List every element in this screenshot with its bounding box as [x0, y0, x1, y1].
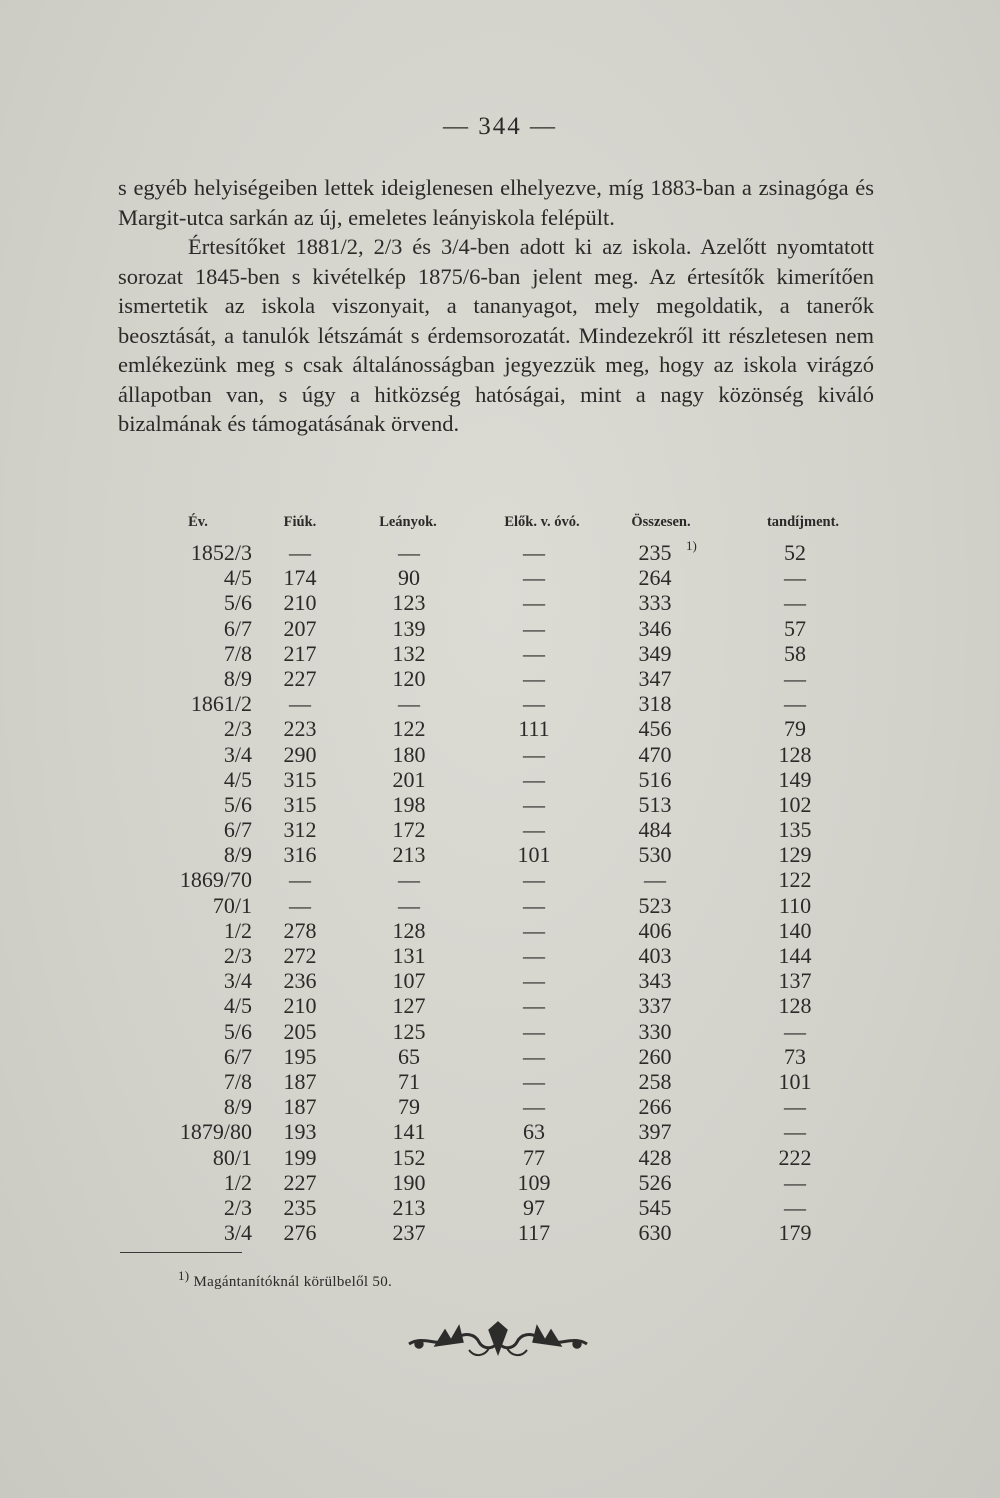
cell-total: 513: [638, 791, 672, 817]
page-number: — 344 —: [443, 113, 557, 140]
cell-preschool: —: [523, 540, 545, 565]
table-row: [0, 1195, 1000, 1220]
cell-total: 347: [638, 665, 672, 691]
footnote-rule: [120, 1252, 242, 1253]
table-row: [0, 993, 1000, 1018]
cell-tuition: —: [784, 1018, 806, 1044]
body-text: [118, 173, 874, 439]
cell-tuition: —: [784, 590, 806, 616]
cell-year: 70/1: [212, 892, 252, 918]
cell-girls: 128: [392, 917, 426, 943]
cell-girls: —: [398, 540, 420, 565]
cell-year: 1861/2: [190, 691, 252, 717]
cell-preschool: —: [523, 1068, 545, 1094]
cell-boys: 217: [283, 640, 317, 666]
cell-girls: 141: [392, 1119, 426, 1145]
enrollment-table: [0, 540, 1000, 1245]
cell-tuition: 52: [784, 540, 806, 565]
cell-year: 2/3: [223, 716, 252, 742]
cell-tuition: —: [784, 691, 806, 717]
cell-girls: —: [398, 892, 420, 918]
cell-girls: 132: [392, 640, 426, 666]
cell-year: 2/3: [223, 1194, 252, 1220]
cell-girls: 65: [398, 1043, 420, 1069]
table-row: [0, 716, 1000, 741]
cell-girls: 125: [392, 1018, 426, 1044]
cell-preschool: —: [523, 691, 545, 717]
cell-boys: 205: [283, 1018, 317, 1044]
cell-boys: 290: [283, 741, 317, 767]
cell-tuition: —: [784, 665, 806, 691]
table-row: [0, 1094, 1000, 1119]
cell-girls: 201: [392, 766, 426, 792]
cell-preschool: 101: [517, 842, 551, 868]
cell-total: 530: [638, 842, 672, 868]
cell-tuition: 129: [778, 842, 812, 868]
cell-preschool: —: [523, 565, 545, 591]
cell-girls: 79: [398, 1094, 420, 1120]
cell-total: 523: [638, 892, 672, 918]
table-row: [0, 1069, 1000, 1094]
cell-tuition: 102: [778, 791, 812, 817]
cell-tuition: 101: [778, 1068, 812, 1094]
cell-preschool: —: [523, 665, 545, 691]
cell-total: 333: [638, 590, 672, 616]
cell-year: 6/7: [223, 1043, 252, 1069]
cell-total: 545: [638, 1194, 672, 1220]
table-row: [0, 1170, 1000, 1195]
cell-preschool: —: [523, 892, 545, 918]
cell-tuition: 149: [778, 766, 812, 792]
cell-year: 7/8: [223, 640, 252, 666]
cell-total: 526: [638, 1169, 672, 1195]
cell-tuition: 137: [778, 968, 812, 994]
cell-preschool: 63: [523, 1119, 545, 1145]
table-row: [0, 792, 1000, 817]
cell-total: 258: [638, 1068, 672, 1094]
cell-girls: 90: [398, 565, 420, 591]
cell-year: 5/6: [223, 791, 252, 817]
cell-boys: 199: [283, 1144, 317, 1170]
cell-boys: 193: [283, 1119, 317, 1145]
cell-preschool: —: [523, 943, 545, 968]
cell-total: 337: [638, 993, 672, 1019]
cell-total: 349: [638, 640, 672, 666]
cell-total: 456: [638, 716, 672, 742]
cell-tuition: 79: [784, 716, 806, 742]
cell-boys: 187: [283, 1094, 317, 1120]
cell-preschool: 117: [517, 1220, 551, 1246]
cell-tuition: 73: [784, 1043, 806, 1069]
cell-year: 8/9: [223, 665, 252, 691]
cell-boys: 223: [283, 716, 317, 742]
cell-girls: 123: [392, 590, 426, 616]
cell-year: 5/6: [223, 1018, 252, 1044]
table-row: [0, 616, 1000, 641]
cell-year: 80/1: [212, 1144, 252, 1170]
cell-tuition: 144: [778, 943, 812, 968]
cell-total: 470: [638, 741, 672, 767]
cell-preschool: —: [523, 968, 545, 994]
table-row: [0, 565, 1000, 590]
cell-girls: 139: [392, 615, 426, 641]
cell-girls: —: [398, 867, 420, 893]
table-row: [0, 817, 1000, 842]
cell-total: 346: [638, 615, 672, 641]
table-row: [0, 968, 1000, 993]
cell-preschool: —: [523, 817, 545, 843]
cell-boys: —: [289, 691, 311, 717]
cell-girls: 237: [392, 1220, 426, 1246]
table-row: [0, 1044, 1000, 1069]
cell-year: 6/7: [223, 817, 252, 843]
cell-year: 4/5: [223, 565, 252, 591]
cell-tuition: —: [784, 1194, 806, 1220]
cell-girls: 180: [392, 741, 426, 767]
cell-tuition: —: [784, 1169, 806, 1195]
cell-boys: 187: [283, 1068, 317, 1094]
header-girls: Leányok.: [379, 514, 437, 530]
footnote-ref: 1): [686, 538, 697, 553]
cell-year: 8/9: [223, 1094, 252, 1120]
table-row: [0, 1220, 1000, 1245]
table-row: [0, 590, 1000, 615]
footnote: [178, 1268, 392, 1291]
cell-girls: 131: [392, 943, 426, 968]
cell-boys: 174: [283, 565, 317, 591]
header-year: Év.: [188, 514, 208, 530]
table-row: [0, 1145, 1000, 1170]
cell-total: 403: [638, 943, 672, 968]
cell-year: 4/5: [223, 766, 252, 792]
cell-girls: 190: [392, 1169, 426, 1195]
cell-boys: 210: [283, 590, 317, 616]
cell-boys: 195: [283, 1043, 317, 1069]
cell-year: 2/3: [223, 943, 252, 968]
table-row: [0, 767, 1000, 792]
cell-preschool: —: [523, 1018, 545, 1044]
table-row: [0, 893, 1000, 918]
cell-girls: 107: [392, 968, 426, 994]
cell-preschool: —: [523, 1043, 545, 1069]
table-row: [0, 641, 1000, 666]
table-row: [0, 842, 1000, 867]
cell-preschool: 77: [523, 1144, 545, 1170]
cell-boys: 315: [283, 791, 317, 817]
cell-preschool: —: [523, 640, 545, 666]
cell-year: 3/4: [223, 968, 252, 994]
cell-boys: —: [289, 867, 311, 893]
cell-total: 406: [638, 917, 672, 943]
paragraph-2: Értesítőket 1881/2, 2/3 és 3/4-ben adott ki az iskola. Azelőtt nyomtatott sorozat 1845-ben s kivételkép 1875/6-ban jelent meg. Az értesítők kimerítően ismertetik az iskola viszonyait, a tananyagot, mely megoldatik, a tanerők beosztását, a tanulók létszámát s érdemsorozatát. Mindezekről itt részletesen nem emlékezünk meg s csak általánosságban jegyezzük meg, hogy az iskola virágzó állapotban van, s úgy a hitközség hatóságai, mint a nagy közönség kiváló bizalmának és támogatásának örvend.: [118, 234, 874, 436]
cell-boys: 207: [283, 615, 317, 641]
cell-boys: 278: [283, 917, 317, 943]
cell-boys: 276: [283, 1220, 317, 1246]
cell-preschool: —: [523, 741, 545, 767]
cell-girls: 198: [392, 791, 426, 817]
table-row: [0, 867, 1000, 892]
cell-year: 1879/80: [179, 1119, 252, 1145]
cell-boys: 312: [283, 817, 317, 843]
cell-girls: 213: [392, 842, 426, 868]
cell-boys: 227: [283, 1169, 317, 1195]
cell-girls: 71: [398, 1068, 420, 1094]
cell-year: 3/4: [223, 741, 252, 767]
dragon-scroll-ornament-icon: [405, 1320, 591, 1360]
cell-year: 1869/70: [179, 867, 252, 893]
table-row: [0, 918, 1000, 943]
cell-total: 235: [638, 540, 672, 565]
cell-tuition: 179: [778, 1220, 812, 1246]
cell-total: —: [644, 867, 666, 893]
table-row: [0, 1119, 1000, 1144]
cell-year: 1/2: [223, 1169, 252, 1195]
cell-girls: 122: [392, 716, 426, 742]
cell-boys: 236: [283, 968, 317, 994]
cell-total: 630: [638, 1220, 672, 1246]
table-row: [0, 742, 1000, 767]
cell-tuition: 128: [778, 993, 812, 1019]
cell-tuition: 57: [784, 615, 806, 641]
cell-year: 6/7: [223, 615, 252, 641]
cell-total: 428: [638, 1144, 672, 1170]
cell-tuition: 135: [778, 817, 812, 843]
cell-preschool: —: [523, 917, 545, 943]
cell-year: 5/6: [223, 590, 252, 616]
cell-year: 7/8: [223, 1068, 252, 1094]
cell-boys: —: [289, 892, 311, 918]
cell-preschool: —: [523, 1094, 545, 1120]
cell-total: 264: [638, 565, 672, 591]
cell-tuition: —: [784, 1119, 806, 1145]
cell-total: 397: [638, 1119, 672, 1145]
cell-total: 484: [638, 817, 672, 843]
cell-tuition: 58: [784, 640, 806, 666]
cell-preschool: —: [523, 993, 545, 1019]
cell-boys: 272: [283, 943, 317, 968]
cell-girls: 127: [392, 993, 426, 1019]
cell-boys: 235: [283, 1194, 317, 1220]
cell-total: 266: [638, 1094, 672, 1120]
cell-girls: 172: [392, 817, 426, 843]
cell-preschool: 111: [518, 716, 550, 742]
cell-boys: 315: [283, 766, 317, 792]
cell-year: 4/5: [223, 993, 252, 1019]
cell-total: 318: [638, 691, 672, 717]
cell-boys: 227: [283, 665, 317, 691]
table-row: [0, 540, 1000, 565]
cell-girls: 213: [392, 1194, 426, 1220]
cell-tuition: 128: [778, 741, 812, 767]
cell-tuition: 222: [778, 1144, 812, 1170]
footnote-marker: 1): [178, 1268, 190, 1283]
cell-tuition: 122: [778, 867, 812, 893]
cell-total: 516: [638, 766, 672, 792]
cell-preschool: 97: [523, 1194, 545, 1220]
cell-boys: 316: [283, 842, 317, 868]
cell-preschool: 109: [517, 1169, 551, 1195]
cell-tuition: 140: [778, 917, 812, 943]
cell-total: 343: [638, 968, 672, 994]
cell-preschool: —: [523, 590, 545, 616]
cell-tuition: —: [784, 1094, 806, 1120]
cell-girls: 152: [392, 1144, 426, 1170]
cell-boys: —: [289, 540, 311, 565]
cell-year: 1/2: [223, 917, 252, 943]
header-boys: Fiúk.: [283, 514, 317, 530]
cell-total: 260: [638, 1043, 672, 1069]
cell-tuition: 110: [778, 892, 812, 918]
table-row: [0, 666, 1000, 691]
table-row: [0, 691, 1000, 716]
cell-year: 8/9: [223, 842, 252, 868]
cell-preschool: —: [523, 615, 545, 641]
header-tuition: tandíjment.: [766, 514, 840, 530]
cell-tuition: —: [784, 565, 806, 591]
header-total: Összesen.: [631, 514, 691, 530]
table-row: [0, 1019, 1000, 1044]
cell-preschool: —: [523, 791, 545, 817]
cell-preschool: —: [523, 867, 545, 893]
cell-year: 3/4: [223, 1220, 252, 1246]
table-row: [0, 943, 1000, 968]
cell-girls: 120: [392, 665, 426, 691]
paragraph-1: s egyéb helyiségeiben lettek ideiglenesen elhelyezve, míg 1883-ban a zsinagóga és Margit-utca sarkán az új, emeletes leányiskola felépült.: [118, 175, 874, 230]
cell-preschool: —: [523, 766, 545, 792]
cell-total: 330: [638, 1018, 672, 1044]
header-preschool: Elők. v. óvó.: [504, 514, 580, 530]
cell-girls: —: [398, 691, 420, 717]
table-header: [0, 514, 1000, 536]
footnote-text: Magántanítóknál körülbelől 50.: [193, 1274, 393, 1290]
cell-year: 1852/3: [190, 540, 252, 565]
cell-boys: 210: [283, 993, 317, 1019]
